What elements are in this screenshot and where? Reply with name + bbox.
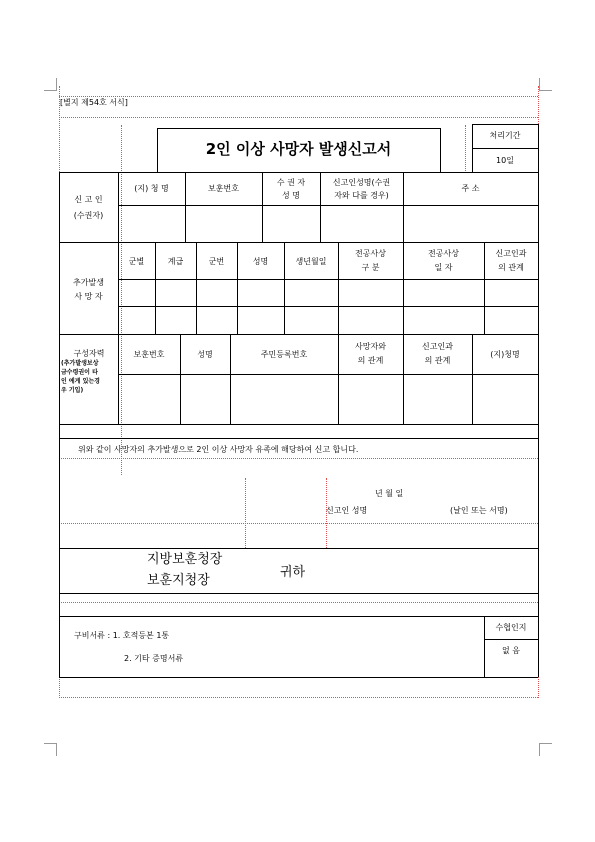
family-relation-deceased-header: 사망자와 의 관계 [355, 342, 386, 365]
reporter-office-header: (지) 청 명 [134, 184, 169, 193]
recipient-branch: 보훈지청장 [147, 573, 210, 588]
processing-period-value: 10일 [496, 156, 514, 165]
crop-mark-top-left [44, 78, 57, 91]
header-name: 성명 [252, 257, 269, 266]
reporter-address-header: 주 소 [461, 184, 480, 193]
family-rrn-header: 주민등록번호 [260, 350, 308, 359]
signer-label: 신고인 성명 [326, 506, 368, 515]
crop-mark-bottom-right [539, 743, 552, 756]
header-relation: 신고인과 의 관계 [495, 249, 527, 272]
family-office-header: (지)청명 [490, 350, 520, 359]
header-birthdate: 생년월일 [295, 257, 327, 266]
reporter-label: 신 고 인 (수권자) [73, 195, 104, 220]
form-title: 2인 이상 사망자 발생신고서 [205, 140, 392, 158]
header-merit-type: 전공사상 구 분 [355, 249, 386, 272]
header-branch: 군별 [128, 257, 145, 266]
family-label: 구성자력 (추가발생보상 금수령권이 타 인 에게 있는경 우 기입) [61, 349, 105, 394]
additional-deceased-label: 추가발생 사 망 자 [73, 278, 104, 301]
reporter-name-header: 신고인성명(수권 자와 다를 경우) [332, 178, 391, 200]
form-reference: [별지 제54호 서식] [60, 98, 128, 107]
family-name-header: 성명 [197, 350, 213, 359]
processing-period-label: 처리기간 [489, 131, 521, 140]
header-service-number: 군번 [208, 257, 225, 266]
family-bohun-header: 보훈번호 [133, 350, 165, 359]
fee-label: 수협인지 [495, 623, 527, 632]
fee-value: 없 음 [502, 646, 520, 655]
recipient-regional: 지방보훈청장 [147, 552, 223, 567]
reporter-grantee-header: 수 권 자 성 명 [276, 178, 306, 200]
sign-note: (날인 또는 서명) [450, 506, 508, 515]
reporter-bohun-header: 보훈번호 [208, 184, 239, 193]
documents-item-2: 2. 기타 증명서류 [124, 654, 184, 663]
header-merit-date: 전공사상 일 자 [428, 249, 459, 272]
crop-mark-bottom-left [44, 743, 57, 756]
crop-mark-top-right [539, 78, 552, 91]
documents-label: 구비서류 : 1. 호적등본 1통 [74, 631, 170, 640]
date-line: 년 월 일 [375, 489, 404, 498]
header-rank: 계급 [167, 257, 184, 266]
honorific: 귀하 [280, 565, 306, 580]
statement-text: 위와 같이 사망자의 추가발생으로 2인 이상 사망자 유족에 해당하여 신고 합니다. [78, 445, 359, 454]
family-relation-reporter-header: 신고인과 의 관계 [422, 342, 453, 365]
